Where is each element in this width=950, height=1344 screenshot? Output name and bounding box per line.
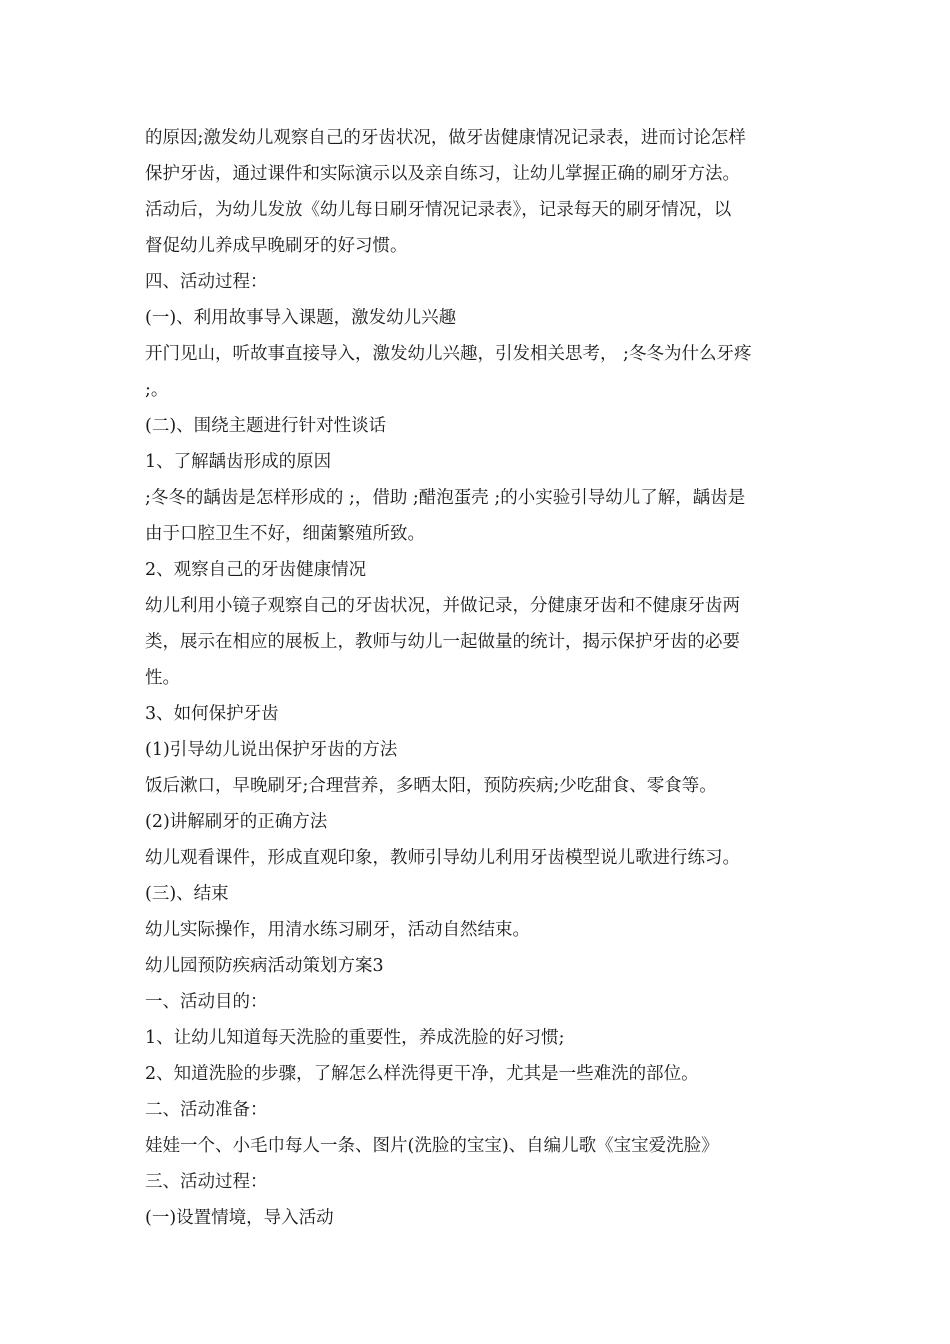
sub-item-heading: (2)讲解刷牙的正确方法	[145, 812, 328, 832]
subsection-heading: (二)、围绕主题进行针对性谈话	[145, 416, 387, 436]
text-line: 幼儿观看课件，形成直观印象，教师引导幼儿利用牙齿模型说儿歌进行练习。	[145, 848, 740, 868]
subsection-heading: (一)设置情境，导入活动	[145, 1208, 334, 1228]
item-heading: 3、如何保护牙齿	[145, 704, 279, 724]
text-line: 1、让幼儿知道每天洗脸的重要性，养成洗脸的好习惯;	[145, 1028, 565, 1048]
text-line: 幼儿实际操作，用清水练习刷牙，活动自然结束。	[145, 920, 530, 940]
section-heading: 四、活动过程：	[145, 272, 268, 292]
subsection-heading: (一)、利用故事导入课题，激发幼儿兴趣	[145, 308, 457, 328]
item-heading: 2、观察自己的牙齿健康情况	[145, 560, 367, 580]
text-line: 性。	[145, 668, 180, 688]
subsection-heading: (三)、结束	[145, 884, 229, 904]
text-line: 饭后漱口，早晚刷牙;合理营养，多晒太阳，预防疾病;少吃甜食、零食等。	[145, 776, 717, 796]
item-heading: 1、了解龋齿形成的原因	[145, 452, 332, 472]
text-line: ;冬冬的龋齿是怎样形成的 ;，借助 ;醋泡蛋壳 ;的小实验引导幼儿了解，龋齿是	[145, 488, 746, 508]
document-title: 幼儿园预防疾病活动策划方案3	[145, 956, 384, 976]
text-line: 的原因;激发幼儿观察自己的牙齿状况，做牙齿健康情况记录表，进而讨论怎样	[145, 128, 746, 148]
text-line: 活动后，为幼儿发放《幼儿每日刷牙情况记录表》，记录每天的刷牙情况，以	[145, 200, 732, 220]
text-line: ;。	[145, 380, 169, 400]
text-line: 开门见山，听故事直接导入，激发幼儿兴趣，引发相关思考， ;冬冬为什么牙疼	[145, 344, 752, 364]
text-line: 类，展示在相应的展板上，教师与幼儿一起做量的统计，揭示保护牙齿的必要	[145, 632, 740, 652]
text-line: 由于口腔卫生不好，细菌繁殖所致。	[145, 524, 425, 544]
section-heading: 一、活动目的：	[145, 992, 268, 1012]
document-body	[145, 120, 810, 1236]
text-line: 保护牙齿，通过课件和实际演示以及亲自练习，让幼儿掌握正确的刷牙方法。	[145, 164, 740, 184]
text-line: 娃娃一个、小毛巾每人一条、图片(洗脸的宝宝)、自编儿歌《宝宝爱洗脸》	[145, 1136, 719, 1156]
text-line: 督促幼儿养成早晚刷牙的好习惯。	[145, 236, 408, 256]
section-heading: 三、活动过程：	[145, 1172, 268, 1192]
text-line: 2、知道洗脸的步骤，了解怎么样洗得更干净，尤其是一些难洗的部位。	[145, 1064, 699, 1084]
section-heading: 二、活动准备：	[145, 1100, 268, 1120]
sub-item-heading: (1)引导幼儿说出保护牙齿的方法	[145, 740, 398, 760]
text-line: 幼儿利用小镜子观察自己的牙齿状况，并做记录，分健康牙齿和不健康牙齿两	[145, 596, 740, 616]
